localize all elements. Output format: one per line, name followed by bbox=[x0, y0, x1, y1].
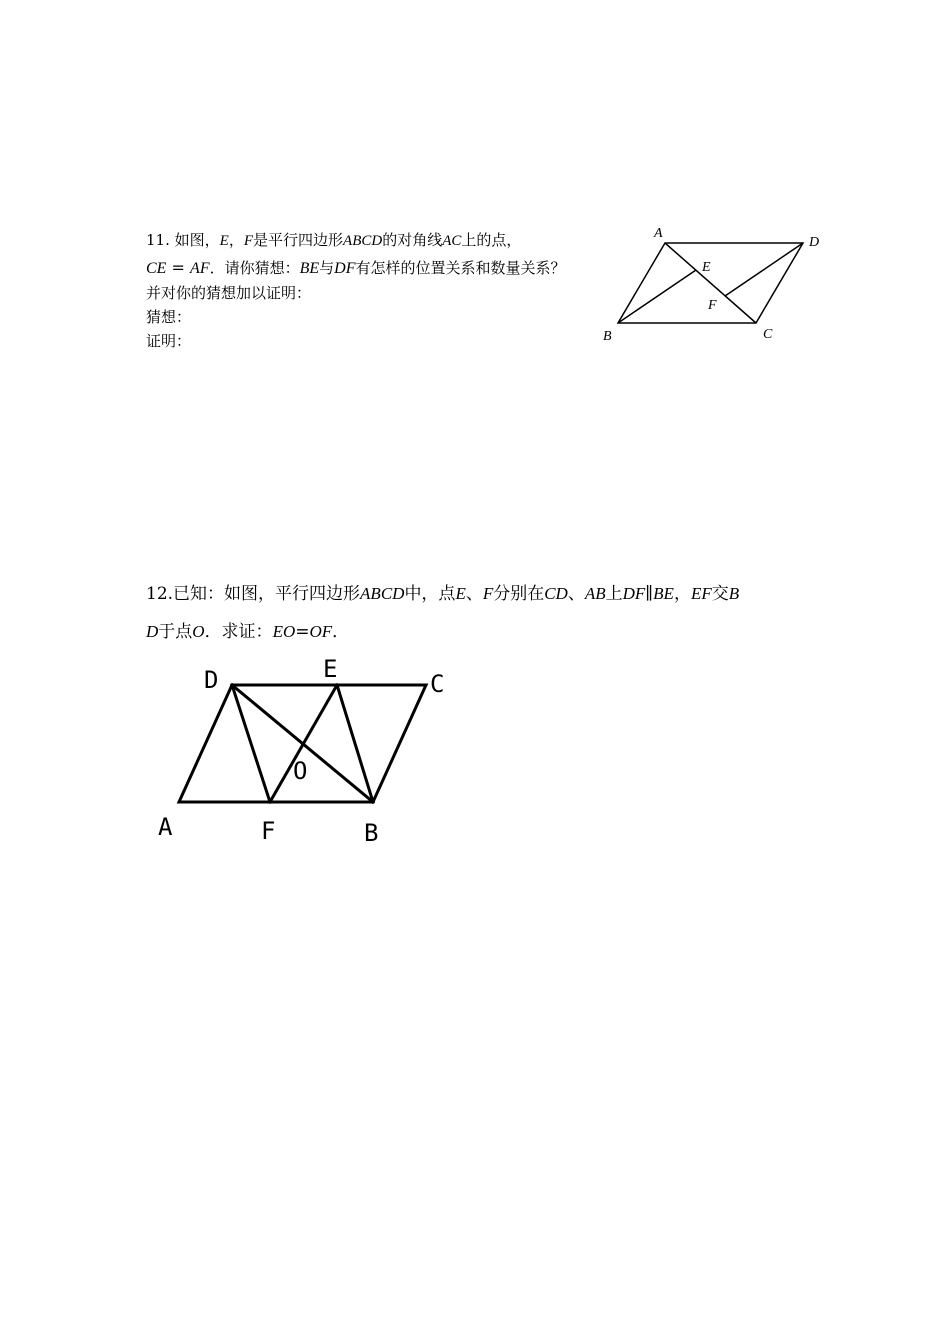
problem-12-line-2: D于点O．求证：EO=OF． bbox=[146, 622, 350, 642]
label-d: D bbox=[809, 235, 820, 250]
segment-df bbox=[725, 243, 803, 296]
proof-label: 证明： bbox=[146, 332, 192, 350]
label-a: A bbox=[158, 813, 173, 841]
label-f: F bbox=[261, 817, 276, 845]
problem-11-line-1: 11. 如图，E，F是平行四边形ABCD的对角线AC上的点， bbox=[146, 231, 522, 249]
problem-11-line-2: CE = AF．请你猜想：BE与DF有怎样的位置关系和数量关系？ bbox=[146, 258, 566, 277]
problem-12-line-1: 12.已知：如图，平行四边形ABCD中，点E、F分别在CD、AB上DF∥BE，EF交B bbox=[146, 584, 740, 604]
guess-label: 猜想： bbox=[146, 308, 192, 326]
segment-be bbox=[337, 685, 373, 802]
label-e: E bbox=[702, 260, 711, 275]
label-a: A bbox=[654, 226, 663, 241]
label-e: E bbox=[323, 655, 338, 683]
label-f: F bbox=[708, 298, 717, 313]
label-o: O bbox=[293, 757, 308, 785]
problem-11-line-3: 并对你的猜想加以证明： bbox=[146, 284, 312, 302]
label-d: D bbox=[204, 666, 219, 694]
segment-be bbox=[618, 270, 696, 323]
label-c: C bbox=[763, 327, 773, 342]
label-b: B bbox=[364, 819, 379, 847]
problem-12-figure bbox=[150, 655, 460, 850]
label-b: B bbox=[603, 329, 612, 344]
label-c: C bbox=[430, 670, 445, 698]
problem-11-figure bbox=[590, 220, 840, 350]
